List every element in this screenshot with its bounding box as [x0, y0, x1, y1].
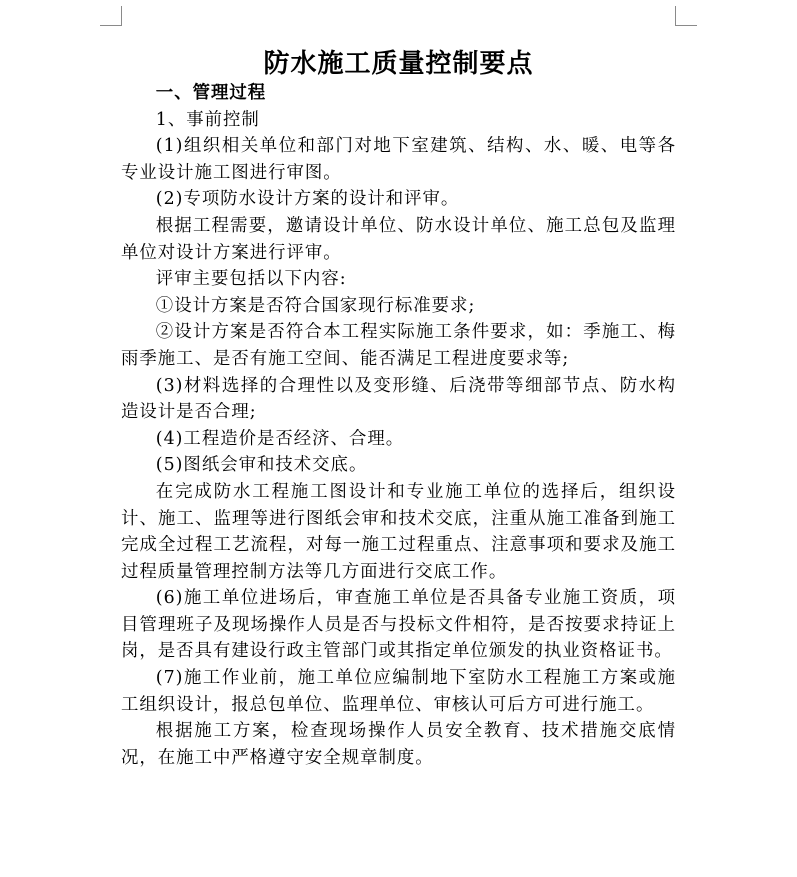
paragraph: (1)组织相关单位和部门对地下室建筑、结构、水、暖、电等各专业设计施工图进行审图。	[121, 136, 676, 183]
paragraph: (7)施工作业前，施工单位应编制地下室防水工程施工方案或施工组织设计，报总包单位、监理单位、审核认可后方可进行施工。	[121, 668, 676, 715]
section-heading: 一、管理过程	[155, 83, 267, 103]
paragraph: 评审主要包括以下内容:	[155, 269, 347, 290]
paragraph: ①设计方案是否符合国家现行标准要求;	[155, 295, 476, 316]
paragraph: 根据施工方案，检查现场操作人员安全教育、技术措施交底情况，在施工中严格遵守安全规章制度。	[121, 721, 676, 768]
paragraph: (3)材料选择的合理性以及变形缝、后浇带等细部节点、防水构造设计是否合理;	[121, 375, 676, 423]
margin-corner-top-left-horizontal	[100, 25, 122, 26]
paragraph: (5)图纸会审和技术交底。	[155, 455, 368, 476]
subsection-heading: 1、事前控制	[155, 109, 260, 130]
paragraph: (2)专项防水设计方案的设计和评审。	[155, 189, 460, 210]
margin-corner-top-right-vertical	[675, 6, 676, 26]
paragraph: (4)工程造价是否经济、合理。	[155, 428, 405, 449]
paragraph: 在完成防水工程施工图设计和专业施工单位的选择后，组织设计、施工、监理等进行图纸会审和技术交底，注重从施工准备到施工完成全过程工艺流程，对每一施工过程重点、注意事项和要求及施工过程质量管理控制方法等几方面进行交底工作。	[121, 481, 676, 582]
margin-corner-top-left-vertical	[121, 6, 122, 26]
paragraph: ②设计方案是否符合本工程实际施工条件要求，如：季施工、梅雨季施工、是否有施工空间、能否满足工程进度要求等;	[121, 322, 676, 369]
document-title: 防水施工质量控制要点	[263, 49, 534, 79]
document-body	[121, 80, 676, 771]
margin-corner-top-right-horizontal	[675, 25, 697, 26]
paragraph: (6)施工单位进场后，审查施工单位是否具备专业施工资质，项目管理班子及现场操作人员是否与投标文件相符，是否按要求持证上岗，是否具有建设行政主管部门或其指定单位颁发的执业资格证书。	[121, 588, 676, 662]
paragraph: 根据工程需要，邀请设计单位、防水设计单位、施工总包及监理单位对设计方案进行评审。	[121, 215, 676, 263]
